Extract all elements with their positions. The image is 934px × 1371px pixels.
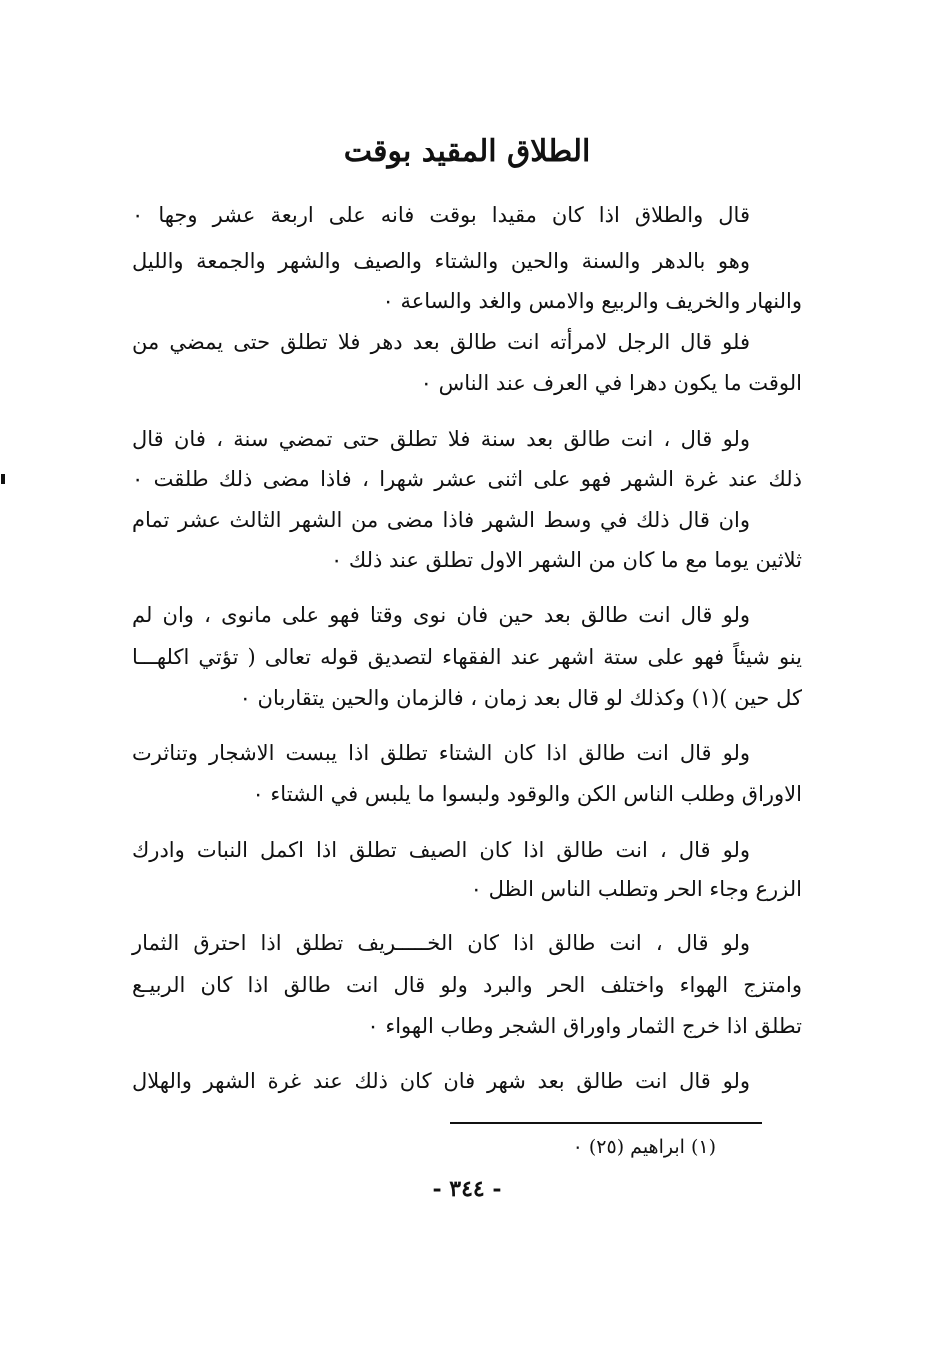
- text-line-15: ولو قال ، انت طالق اذا كان الصيف تطلق اذا اكمل النبات وادرك: [132, 838, 750, 862]
- footnote: (١) ابراهيم (٢٥) ٠: [572, 1136, 716, 1158]
- text-line-18: وامتزج الهواء واختلف الحر والبرد ولو قال انت طالق اذا كان الربيـع: [132, 973, 802, 997]
- text-line-7: ذلك عند غرة الشهر فهو على اثنى عشر شهرا ، فاذا مضى ذلك طلقت ٠: [132, 467, 802, 491]
- text-line-13: ولو قال انت طالق اذا كان الشتاء تطلق اذا يبست الاشجار وتناثرت: [132, 741, 750, 765]
- text-line-14: الاوراق وطلب الناس الكن والوقود ولبسوا ما يلبس في الشتاء ٠: [252, 782, 802, 806]
- text-line-16: الزرع وجاء الحر وتطلب الناس الظل ٠: [470, 877, 802, 901]
- footnote-divider: [450, 1122, 762, 1124]
- text-line-3: والنهار والخريف والربيع والامس والغد والساعة ٠: [382, 289, 802, 313]
- text-line-8: وان قال ذلك في وسط الشهر فاذا مضى من الشهر الثالث عشر تمام: [132, 508, 750, 532]
- text-line-17: ولو قال ، انت طالق اذا كان الخـــــريف تطلق اذا احترق الثمار: [132, 931, 750, 955]
- text-line-12: كل حين )(١) وكذلك لو قال بعد زمان ، فالزمان والحين يتقاربان ٠: [239, 686, 802, 710]
- page-number: - ٣٤٤ -: [432, 1176, 502, 1202]
- text-line-9: ثلاثين يوما مع ما كان من الشهر الاول تطلق عند ذلك ٠: [330, 548, 802, 572]
- text-line-4: فلو قال الرجل لامرأته انت طالق بعد دهر فلا تطلق حتى يمضي من: [132, 330, 750, 354]
- text-line-1: قال والطلاق اذا كان مقيدا بوقت فانه على اربعة عشر وجها ٠: [132, 203, 750, 227]
- text-line-6: ولو قال ، انت طالق بعد سنة فلا تطلق حتى تمضي سنة ، فان قال: [132, 427, 750, 451]
- text-line-2: وهو بالدهر والسنة والحين والشتاء والصيف والشهر والجمعة والليل: [132, 249, 750, 273]
- text-line-19: تطلق اذا خرج الثمار واوراق الشجر وطاب الهواء ٠: [367, 1014, 802, 1038]
- section-title: الطلاق المقيد بوقت: [343, 134, 591, 169]
- text-line-10: ولو قال انت طالق بعد حين فان نوى وقتا فهو على مانوى ، وان لم: [132, 603, 750, 627]
- text-line-11: ينو شيئاً فهو على ستة اشهر عند الفقهاء لتصديق قوله تعالى ( تؤتي اكلهـــا: [132, 645, 802, 669]
- text-line-20: ولو قال انت طالق بعد شهر فان كان ذلك عند غرة الشهر والهلال: [132, 1069, 750, 1093]
- text-line-5: الوقت ما يكون دهرا في العرف عند الناس ٠: [420, 371, 802, 395]
- margin-mark: [1, 474, 5, 484]
